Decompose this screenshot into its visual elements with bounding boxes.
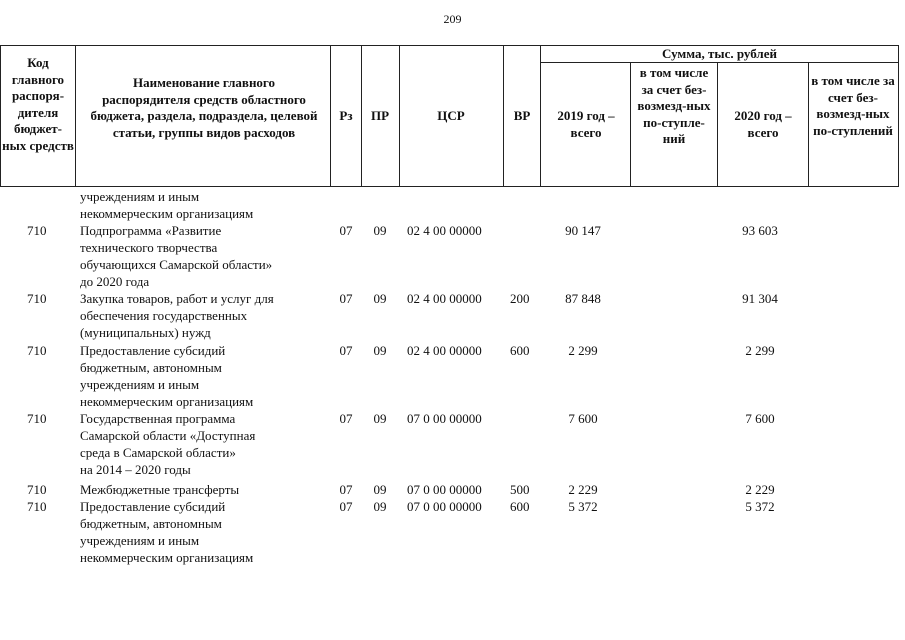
row-name-line: бюджетным, автономным	[80, 516, 222, 531]
row-name-line: учреждениям и иным	[80, 189, 200, 204]
row-2019-total: 2 229	[568, 482, 598, 497]
row-name-line: до 2020 года	[80, 274, 150, 289]
header-code: Код главного распоря-дителя бюджет-ных средств	[2, 55, 74, 153]
row-name-line: бюджетным, автономным	[80, 360, 222, 375]
header-pr: ПР	[370, 108, 390, 123]
row-2020-total: 2 229	[745, 482, 775, 497]
row-code: 710	[27, 482, 47, 497]
row-code: 710	[27, 411, 47, 426]
header-2020-gratis: в том числе за счет без-возмезд-ных по-ступлений	[811, 73, 895, 138]
row-name-line: обучающихся Самарской области»	[80, 257, 273, 272]
row-csr: 02 4 00 00000	[407, 223, 482, 238]
row-rz: 07	[339, 482, 353, 497]
row-name-line: на 2014 – 2020 годы	[80, 462, 191, 477]
row-name-line: Предоставление субсидий	[80, 499, 226, 514]
header-2019-total: 2019 год – всего	[557, 108, 615, 140]
row-rz: 07	[339, 411, 353, 426]
row-pr: 09	[373, 482, 387, 497]
row-name-line: Подпрограмма «Развитие	[80, 223, 222, 238]
row-code: 710	[27, 223, 47, 238]
header-csr: ЦСР	[437, 108, 465, 123]
page-number: 209	[443, 12, 462, 26]
row-pr: 09	[373, 223, 387, 238]
row-name	[80, 498, 328, 566]
row-rz: 07	[339, 291, 353, 306]
row-2019-total: 90 147	[565, 223, 601, 238]
row-2020-total: 93 603	[742, 223, 778, 238]
row-name-line: обеспечения государственных	[80, 308, 248, 323]
row-csr: 02 4 00 00000	[407, 291, 482, 306]
row-name	[80, 481, 328, 498]
row-csr: 07 0 00 00000	[407, 499, 482, 514]
row-rz: 07	[339, 499, 353, 514]
row-name-line: среда в Самарской области»	[80, 445, 236, 460]
row-name	[80, 290, 328, 341]
row-code: 710	[27, 343, 47, 358]
row-pr: 09	[373, 291, 387, 306]
row-2020-total: 7 600	[745, 411, 775, 426]
row-name	[80, 188, 328, 222]
row-2019-total: 2 299	[568, 343, 598, 358]
row-2020-total: 2 299	[745, 343, 775, 358]
row-rz: 07	[339, 343, 353, 358]
row-name-line: технического творчества	[80, 240, 218, 255]
row-name-line: (муниципальных) нужд	[80, 325, 211, 340]
row-vr: 200	[510, 291, 530, 306]
header-sum-group: Сумма, тыс. рублей	[662, 46, 777, 61]
row-name-line: учреждениям и иным	[80, 377, 200, 392]
row-vr: 500	[510, 482, 530, 497]
row-name	[80, 410, 328, 478]
row-name-line: некоммерческим организациям	[80, 394, 254, 409]
row-code: 710	[27, 291, 47, 306]
row-name-line: Самарской области «Доступная	[80, 428, 256, 443]
row-name-line: Межбюджетные трансферты	[80, 482, 240, 497]
header-name: Наименование главного распорядителя средств областного бюджета, раздела, подраздела, целевой статьи, группы видов расходов	[90, 75, 318, 140]
header-rz: Рз	[339, 108, 353, 123]
row-vr: 600	[510, 499, 530, 514]
row-2019-total: 5 372	[568, 499, 598, 514]
row-name-line: Предоставление субсидий	[80, 343, 226, 358]
row-code: 710	[27, 499, 47, 514]
row-2019-total: 7 600	[568, 411, 598, 426]
row-name	[80, 222, 328, 290]
row-name	[80, 342, 328, 410]
row-name-line: учреждениям и иным	[80, 533, 200, 548]
row-csr: 02 4 00 00000	[407, 343, 482, 358]
row-name-line: некоммерческим организациям	[80, 206, 254, 221]
row-pr: 09	[373, 343, 387, 358]
row-2020-total: 91 304	[742, 291, 778, 306]
header-2019-gratis: в том числе за счет без-возмезд-ных по-ступле-ний	[637, 65, 711, 146]
header-vr: ВР	[513, 108, 531, 123]
row-vr: 600	[510, 343, 530, 358]
row-pr: 09	[373, 499, 387, 514]
row-csr: 07 0 00 00000	[407, 411, 482, 426]
row-pr: 09	[373, 411, 387, 426]
header-bottom-line	[0, 186, 899, 187]
row-rz: 07	[339, 223, 353, 238]
row-2020-total: 5 372	[745, 499, 775, 514]
row-csr: 07 0 00 00000	[407, 482, 482, 497]
row-2019-total: 87 848	[565, 291, 601, 306]
row-name-line: Государственная программа	[80, 411, 236, 426]
row-name-line: Закупка товаров, работ и услуг для	[80, 291, 274, 306]
header-2020-total: 2020 год – всего	[734, 108, 792, 140]
row-name-line: некоммерческим организациям	[80, 550, 254, 565]
